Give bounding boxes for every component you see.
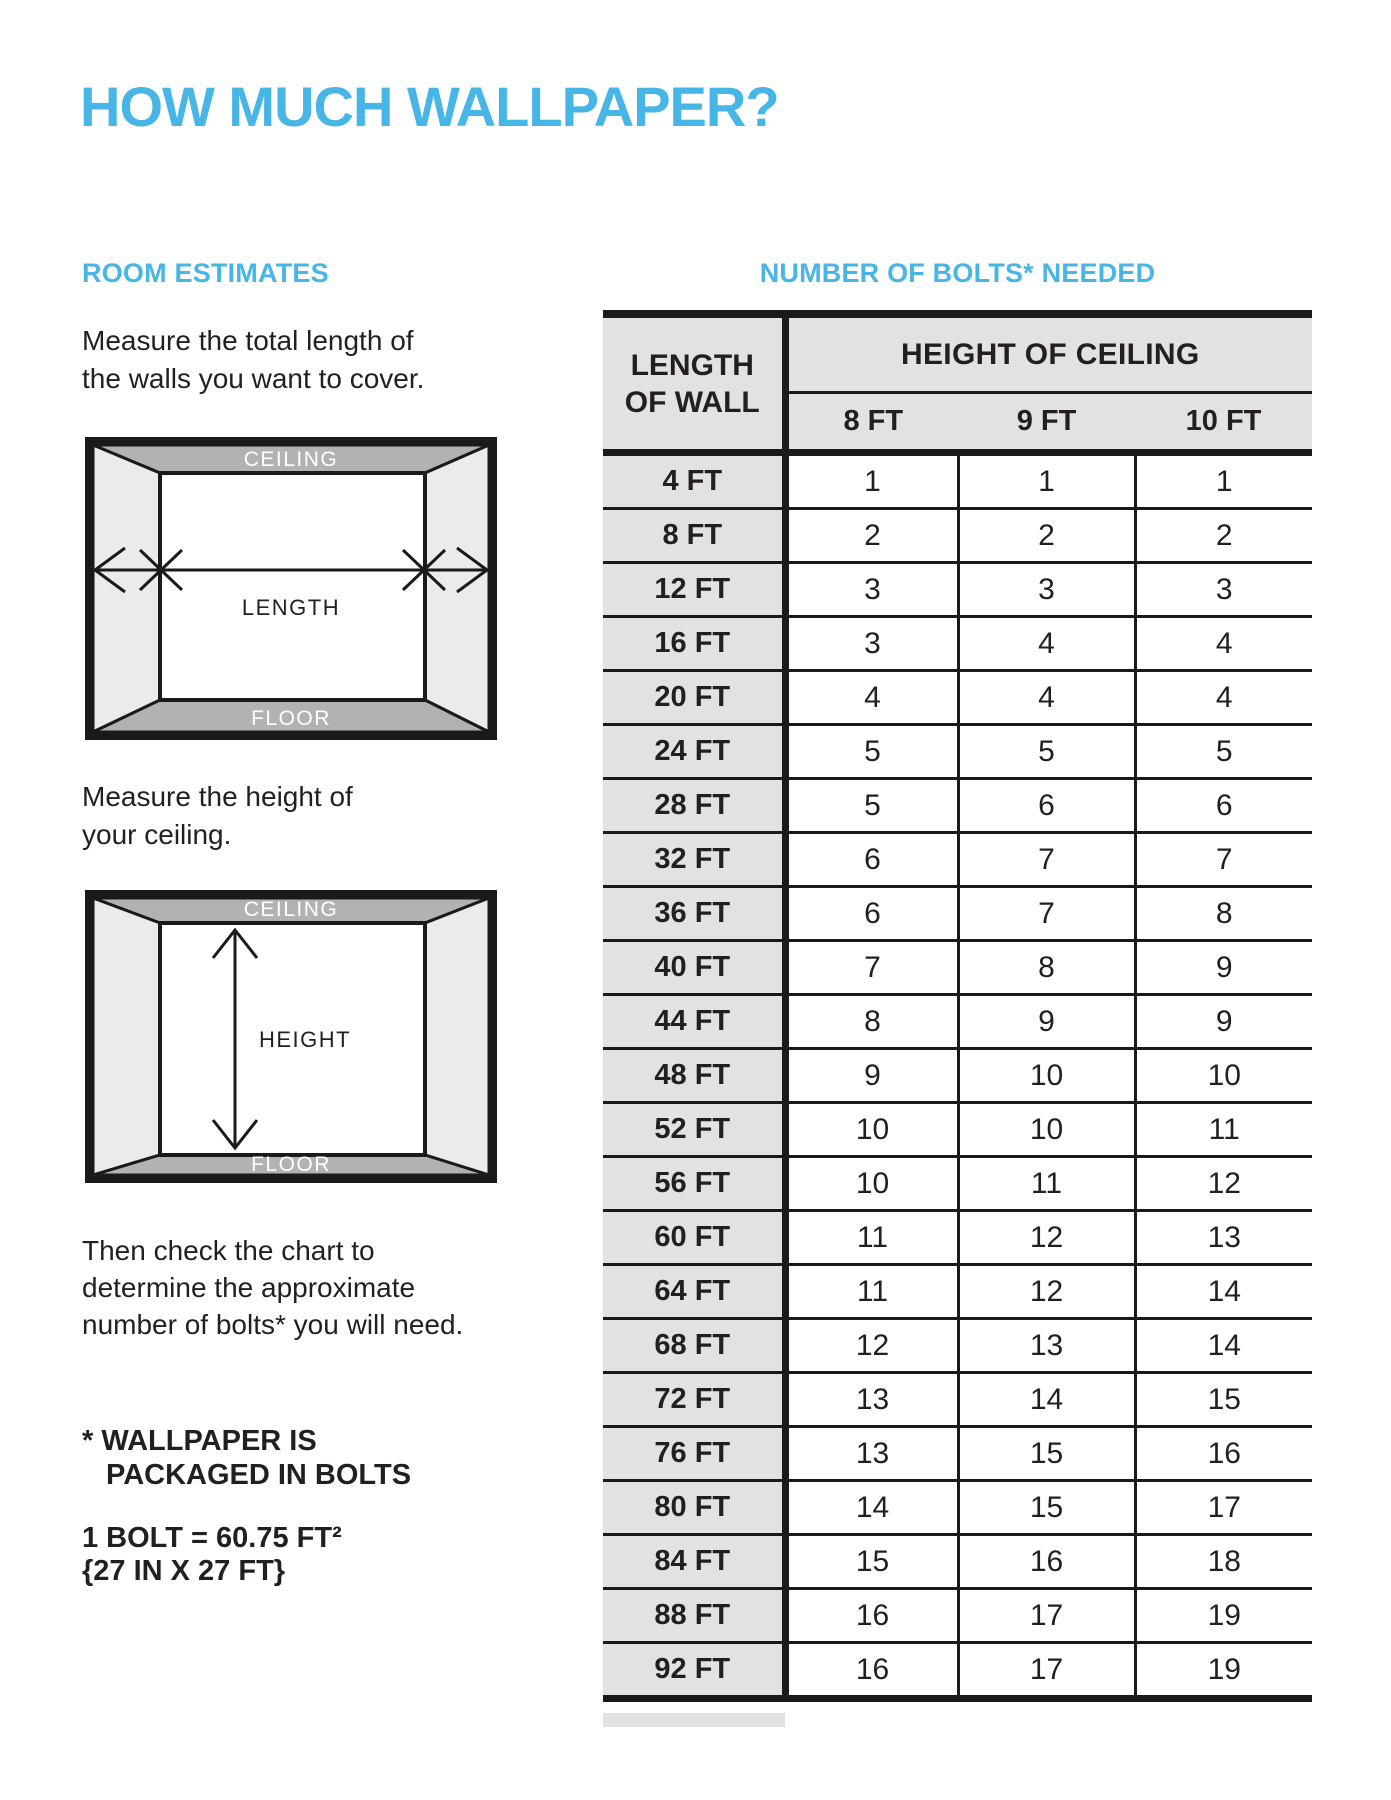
paragraph-measure-length — [82, 322, 424, 398]
paragraph-line: Measure the total length of — [82, 325, 414, 356]
bolts-value-cell: 19 — [1135, 1643, 1312, 1699]
bolts-value-cell: 14 — [1135, 1265, 1312, 1319]
bolts-value-cell: 1 — [785, 453, 958, 509]
bolts-value-cell: 10 — [785, 1157, 958, 1211]
bolts-value-cell: 9 — [958, 995, 1135, 1049]
bolts-value-cell: 17 — [958, 1589, 1135, 1643]
table-row — [603, 995, 1312, 1049]
height-label: HEIGHT — [259, 1027, 352, 1052]
table-row — [603, 779, 1312, 833]
bolts-value-cell: 7 — [1135, 833, 1312, 887]
right-wall-panel — [425, 898, 489, 1175]
bolts-value-cell: 7 — [958, 833, 1135, 887]
bolts-value-cell: 17 — [1135, 1481, 1312, 1535]
table-row — [603, 1157, 1312, 1211]
bolts-value-cell: 5 — [1135, 725, 1312, 779]
page-title: HOW MUCH WALLPAPER? — [80, 75, 779, 138]
bolt-table-body — [603, 453, 1312, 1699]
bolts-value-cell: 12 — [1135, 1157, 1312, 1211]
table-row — [603, 833, 1312, 887]
bolts-value-cell: 12 — [785, 1319, 958, 1373]
length-of-wall-cell: 52 FT — [603, 1103, 785, 1157]
paragraph-line: Then check the chart to — [82, 1235, 375, 1266]
paragraph-line: Measure the height of — [82, 781, 353, 812]
paragraph-line: determine the approximate — [82, 1272, 416, 1303]
length-of-wall-cell: 28 FT — [603, 779, 785, 833]
floor-label: FLOOR — [251, 707, 331, 730]
table-row — [603, 453, 1312, 509]
bolts-value-cell: 12 — [958, 1265, 1135, 1319]
bolts-value-cell: 4 — [785, 671, 958, 725]
room-length-diagram — [85, 437, 497, 740]
length-of-wall-cell: 44 FT — [603, 995, 785, 1049]
bolts-value-cell: 15 — [958, 1427, 1135, 1481]
table-row — [603, 1643, 1312, 1699]
left-wall-panel — [93, 445, 160, 732]
bolts-value-cell: 4 — [958, 617, 1135, 671]
table-row — [603, 1265, 1312, 1319]
footnote-line: PACKAGED IN BOLTS — [106, 1459, 412, 1491]
bolts-value-cell: 17 — [958, 1643, 1135, 1699]
bolts-table — [603, 310, 1312, 1702]
bolts-value-cell: 16 — [958, 1535, 1135, 1589]
length-of-wall-cell: 84 FT — [603, 1535, 785, 1589]
length-of-wall-cell: 60 FT — [603, 1211, 785, 1265]
paragraph-line: number of bolts* you will need. — [82, 1309, 464, 1340]
bolts-value-cell: 13 — [1135, 1211, 1312, 1265]
bolts-value-cell: 6 — [785, 887, 958, 941]
bolts-value-cell: 7 — [958, 887, 1135, 941]
bolts-value-cell: 13 — [958, 1319, 1135, 1373]
table-heading: NUMBER OF BOLTS* NEEDED — [759, 258, 1156, 288]
bolts-value-cell: 9 — [1135, 941, 1312, 995]
bolts-value-cell: 10 — [785, 1103, 958, 1157]
length-of-wall-cell: 64 FT — [603, 1265, 785, 1319]
table-row — [603, 941, 1312, 995]
table-row — [603, 1535, 1312, 1589]
table-row — [603, 671, 1312, 725]
bolts-value-cell: 1 — [1135, 453, 1312, 509]
right-wall-panel — [425, 445, 489, 732]
paragraph-check-chart — [82, 1232, 463, 1343]
table-row — [603, 1589, 1312, 1643]
ceiling-10ft-header: 10 FT — [1135, 393, 1312, 453]
bolts-value-cell: 8 — [785, 995, 958, 1049]
left-wall-panel — [93, 898, 160, 1175]
table-row — [603, 1211, 1312, 1265]
length-of-wall-cell: 76 FT — [603, 1427, 785, 1481]
length-of-wall-cell: 40 FT — [603, 941, 785, 995]
table-row — [603, 1427, 1312, 1481]
bolts-value-cell: 3 — [785, 617, 958, 671]
bolts-value-cell: 11 — [958, 1157, 1135, 1211]
bolts-value-cell: 14 — [958, 1373, 1135, 1427]
bolts-value-cell: 6 — [1135, 779, 1312, 833]
bolts-value-cell: 5 — [785, 725, 958, 779]
floor-label: FLOOR — [251, 1153, 331, 1176]
bolts-value-cell: 1 — [958, 453, 1135, 509]
table-row — [603, 1481, 1312, 1535]
bolts-table-container — [603, 310, 1312, 1702]
bolts-value-cell: 19 — [1135, 1589, 1312, 1643]
bolts-value-cell: 3 — [1135, 563, 1312, 617]
paragraph-line: the walls you want to cover. — [82, 363, 425, 394]
table-row — [603, 887, 1312, 941]
length-of-wall-cell: 32 FT — [603, 833, 785, 887]
bolts-value-cell: 8 — [1135, 887, 1312, 941]
bolts-value-cell: 10 — [958, 1049, 1135, 1103]
bolts-value-cell: 6 — [785, 833, 958, 887]
length-of-wall-cell: 80 FT — [603, 1481, 785, 1535]
length-of-wall-cell: 68 FT — [603, 1319, 785, 1373]
bolts-value-cell: 10 — [1135, 1049, 1312, 1103]
paragraph-measure-height — [82, 778, 353, 854]
table-row — [603, 563, 1312, 617]
ceiling-label: CEILING — [243, 448, 339, 471]
ceiling-8ft-header: 8 FT — [785, 393, 958, 453]
height-of-ceiling-header: HEIGHT OF CEILING — [785, 314, 1312, 393]
footnote-wallpaper-bolts — [82, 1424, 411, 1492]
table-row — [603, 1319, 1312, 1373]
bolts-value-cell: 5 — [785, 779, 958, 833]
bolts-value-cell: 2 — [785, 509, 958, 563]
bolts-value-cell: 11 — [785, 1211, 958, 1265]
bolts-value-cell: 15 — [1135, 1373, 1312, 1427]
table-footer-tab — [603, 1713, 785, 1727]
bolts-value-cell: 2 — [958, 509, 1135, 563]
length-of-wall-cell: 88 FT — [603, 1589, 785, 1643]
length-of-wall-cell: 56 FT — [603, 1157, 785, 1211]
bolts-value-cell: 5 — [958, 725, 1135, 779]
bolts-value-cell: 2 — [1135, 509, 1312, 563]
length-of-wall-cell: 12 FT — [603, 563, 785, 617]
bolts-value-cell: 6 — [958, 779, 1135, 833]
bolts-value-cell: 18 — [1135, 1535, 1312, 1589]
length-of-wall-cell: 20 FT — [603, 671, 785, 725]
table-row — [603, 725, 1312, 779]
bolts-value-cell: 13 — [785, 1373, 958, 1427]
table-row — [603, 617, 1312, 671]
table-row — [603, 1373, 1312, 1427]
length-of-wall-cell: 4 FT — [603, 453, 785, 509]
bolts-value-cell: 4 — [1135, 671, 1312, 725]
length-of-wall-cell: 16 FT — [603, 617, 785, 671]
table-header-row — [603, 314, 1312, 393]
bolt-info-line: 1 BOLT = 60.75 FT² — [82, 1522, 342, 1554]
bolts-value-cell: 4 — [1135, 617, 1312, 671]
length-of-wall-header-line: LENGTH — [630, 348, 754, 382]
room-height-diagram — [85, 890, 497, 1183]
length-label: LENGTH — [241, 595, 341, 620]
length-of-wall-cell: 48 FT — [603, 1049, 785, 1103]
bolts-value-cell: 11 — [785, 1265, 958, 1319]
bolts-value-cell: 10 — [958, 1103, 1135, 1157]
bolts-value-cell: 12 — [958, 1211, 1135, 1265]
length-of-wall-cell: 8 FT — [603, 509, 785, 563]
section-heading-room-estimates: ROOM ESTIMATES — [82, 258, 329, 288]
bolts-value-cell: 16 — [1135, 1427, 1312, 1481]
bolts-value-cell: 15 — [785, 1535, 958, 1589]
bolts-value-cell: 9 — [1135, 995, 1312, 1049]
bolts-value-cell: 14 — [1135, 1319, 1312, 1373]
bolts-value-cell: 11 — [1135, 1103, 1312, 1157]
length-of-wall-cell: 72 FT — [603, 1373, 785, 1427]
length-of-wall-header — [603, 314, 785, 453]
length-of-wall-cell: 36 FT — [603, 887, 785, 941]
paragraph-line: your ceiling. — [82, 819, 232, 850]
bolts-value-cell: 3 — [958, 563, 1135, 617]
bolts-value-cell: 9 — [785, 1049, 958, 1103]
bolts-value-cell: 8 — [958, 941, 1135, 995]
ceiling-label: CEILING — [243, 898, 339, 921]
length-of-wall-header-line: OF WALL — [624, 385, 760, 419]
back-wall-panel — [160, 473, 425, 700]
bolts-value-cell: 16 — [785, 1589, 958, 1643]
bolt-info-line: {27 IN X 27 FT} — [82, 1555, 286, 1587]
bolts-value-cell: 7 — [785, 941, 958, 995]
bolt-size-info — [82, 1522, 342, 1588]
bolts-value-cell: 4 — [958, 671, 1135, 725]
bolts-value-cell: 16 — [785, 1643, 958, 1699]
length-of-wall-cell: 24 FT — [603, 725, 785, 779]
bolts-value-cell: 3 — [785, 563, 958, 617]
bolts-value-cell: 13 — [785, 1427, 958, 1481]
length-of-wall-cell: 92 FT — [603, 1643, 785, 1699]
footnote-line: * WALLPAPER IS — [82, 1425, 317, 1457]
table-row — [603, 1049, 1312, 1103]
bolts-value-cell: 15 — [958, 1481, 1135, 1535]
table-row — [603, 1103, 1312, 1157]
table-row — [603, 509, 1312, 563]
ceiling-9ft-header: 9 FT — [958, 393, 1135, 453]
bolts-value-cell: 14 — [785, 1481, 958, 1535]
